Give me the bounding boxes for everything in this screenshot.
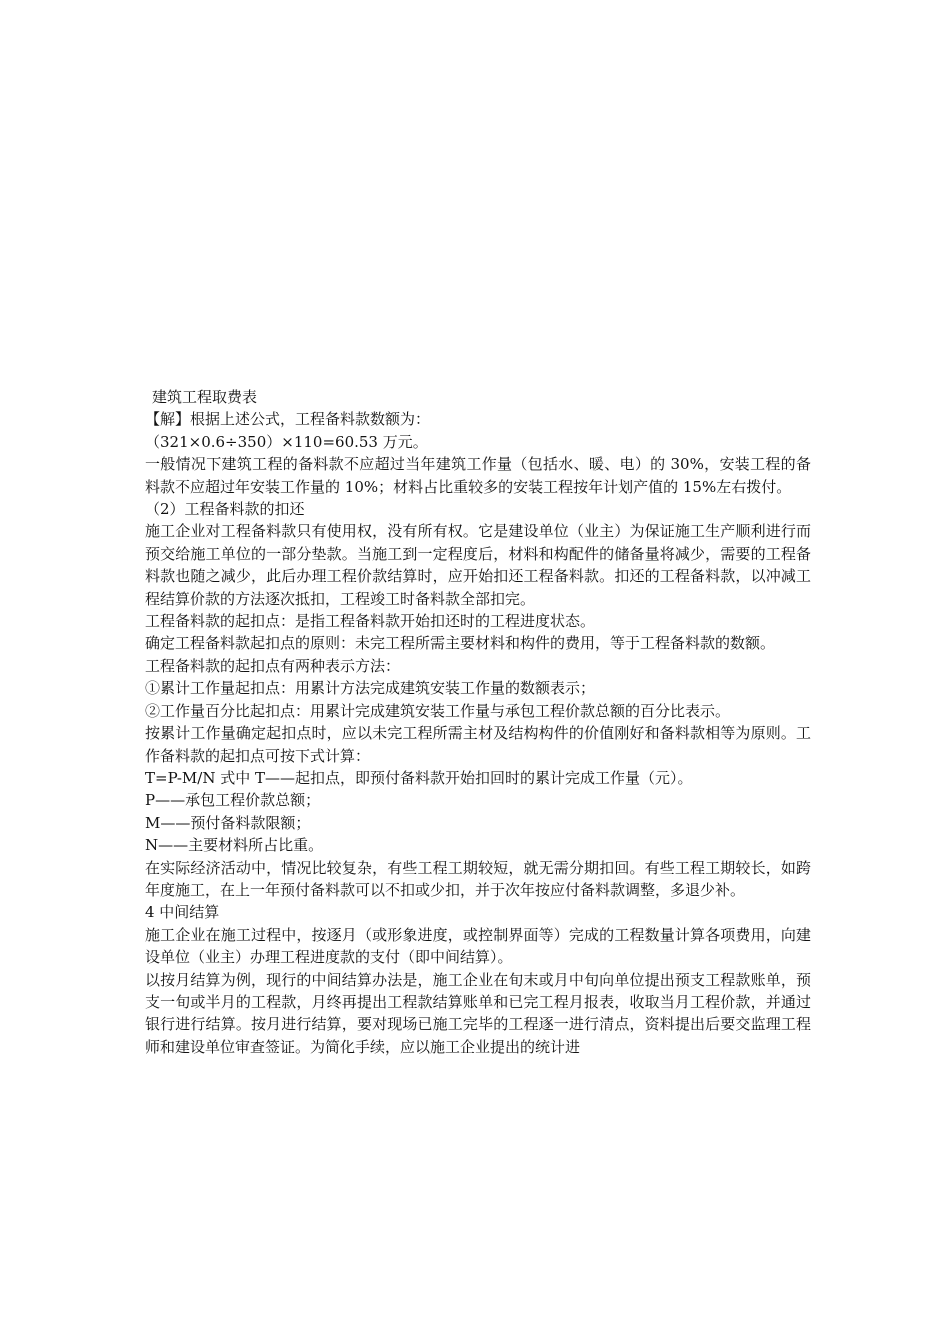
paragraph-monthly-settlement: 以按月结算为例，现行的中间结算办法是，施工企业在旬末或月中旬向单位提出预支工程款账单，预支一旬或半月的工程款，月终再提出工程款结算账单和已完工程月报表，收取当月工程价款，并通过银行进行结算。按月进行结算，要对现场已施工完毕的工程逐一进行清点，资料提出后要交监理工程师和建设单位审查签证。为简化手续，应以施工企业提出的统计进	[145, 970, 811, 1056]
section-heading-deduction: （2）工程备料款的扣还	[145, 500, 305, 519]
paragraph-usage-right: 施工企业对工程备料款只有使用权，没有所有权。它是建设单位（业主）为保证施工生产顺利进行而预交给施工单位的一部分垫款。当施工到一定程度后，材料和构配件的储备量将减少，需要的工程备料款也随之减少，此后办理工程价款结算时，应开始扣还工程备料款。扣还的工程备料款，以冲减工程结算价款的方法逐次抵扣，工程竣工时备料款全部扣完。	[145, 522, 811, 608]
paragraph-advance-limit: 一般情况下建筑工程的备料款不应超过当年建筑工作量（包括水、暖、电）的 30%，安装工程的备料款不应超过年安装工作量的 10%；材料占比重较多的安装工程按年计划产值的 15%左右拨付。	[145, 455, 811, 496]
paragraph-two-methods: 工程备料款的起扣点有两种表示方法：	[145, 656, 401, 675]
paragraph-formula-result: （321×0.6÷350）×110=60.53 万元。	[145, 432, 428, 451]
section-heading-interim: 4 中间结算	[145, 903, 220, 922]
paragraph-start-point-definition: 工程备料款的起扣点：是指工程备料款开始扣还时的工程进度状态。	[145, 612, 596, 631]
formula-line: T=P-M/N 式中 T——起扣点，即预付备料款开始扣回时的累计完成工作量（元）。	[145, 768, 693, 787]
paragraph-start-point-principle: 确定工程备料款起扣点的原则：未完工程所需主要材料和构件的费用，等于工程备料款的数额。	[145, 634, 776, 653]
list-item-cumulative: ①累计工作量起扣点：用累计方法完成建筑安装工作量的数额表示；	[145, 679, 596, 698]
paragraph-calculation-rule: 按累计工作量确定起扣点时，应以未完工程所需主材及结构构件的价值刚好和备料款相等为原则。工作备料款的起扣点可按下式计算：	[145, 724, 811, 765]
paragraph-practice: 在实际经济活动中，情况比较复杂，有些工程工期较短，就无需分期扣回。有些工程工期较长，如跨年度施工，在上一年预付备料款可以不扣或少扣，并于次年按应付备料款调整，多退少补。	[145, 858, 811, 899]
paragraph-interim-definition: 施工企业在施工过程中，按逐月（或形象进度，或控制界面等）完成的工程数量计算各项费用，向建设单位（业主）办理工程进度款的支付（即中间结算）。	[145, 925, 811, 967]
formula-var-m: M——预付备料款限额；	[145, 813, 311, 832]
document-body	[145, 386, 811, 1058]
paragraph-solution: 【解】根据上述公式，工程备料款数额为：	[145, 410, 431, 429]
document-title: 建筑工程取费表	[152, 388, 258, 406]
formula-var-p: P——承包工程价款总额；	[145, 791, 321, 810]
formula-var-n: N——主要材料所占比重。	[145, 836, 324, 855]
list-item-percentage: ②工作量百分比起扣点：用累计完成建筑安装工作量与承包工程价款总额的百分比表示。	[145, 701, 731, 720]
